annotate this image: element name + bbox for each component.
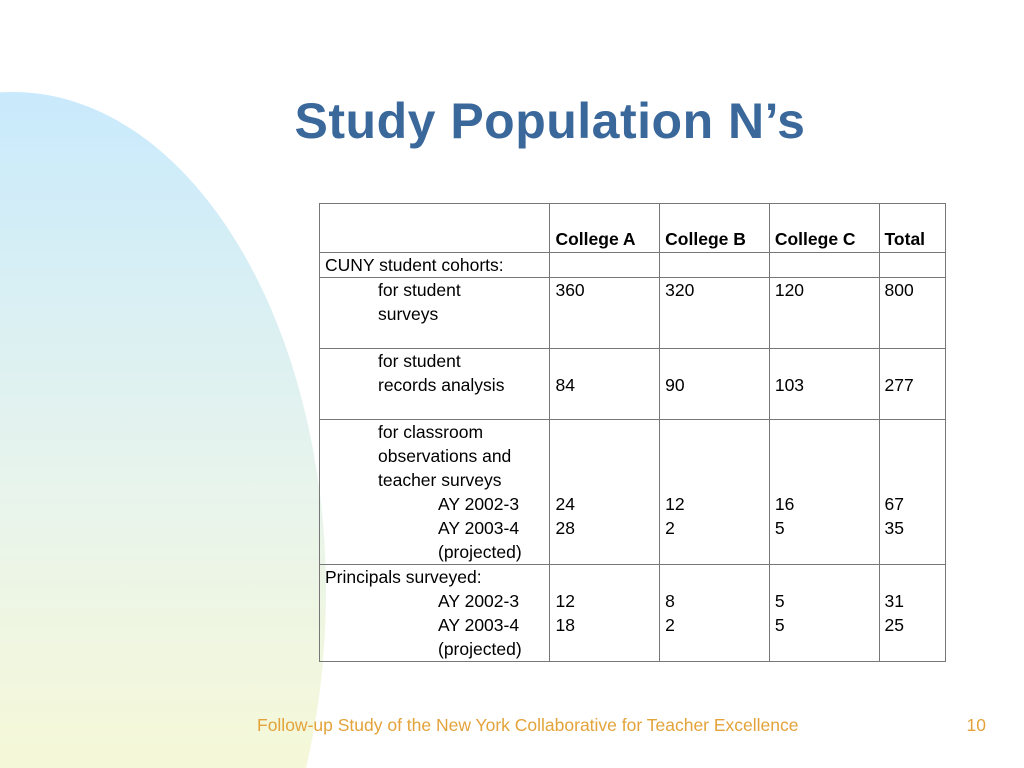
row-sublabel-line: (projected) [438, 542, 522, 562]
cell [660, 253, 770, 278]
page-number: 10 [966, 715, 986, 735]
cell-college-a [550, 420, 660, 565]
value-2003: 28 [555, 518, 575, 538]
value: 277 [884, 375, 914, 395]
value-2003: 25 [884, 615, 904, 635]
value-2002: 24 [555, 494, 575, 514]
cell-college-b [660, 420, 770, 565]
value-2002: 12 [665, 494, 685, 514]
cell-college-a [550, 349, 660, 420]
header-college-c: College C [769, 204, 879, 253]
header-total: Total [879, 204, 945, 253]
value-2003: 18 [555, 615, 575, 635]
value-2002: 12 [555, 591, 575, 611]
row-label-line: for student [378, 280, 461, 300]
study-population-table [319, 203, 946, 662]
slide-footer: Follow-up Study of the New York Collaborative for Teacher Excellence [257, 715, 799, 735]
cell-college-c: 120 [769, 278, 879, 349]
row-label-line: for student [378, 351, 461, 371]
row-sublabel-line: (projected) [438, 639, 522, 659]
value: 84 [555, 375, 575, 395]
value: 90 [665, 375, 685, 395]
cell-college-a [550, 565, 660, 662]
cell-college-c [769, 349, 879, 420]
cell [879, 253, 945, 278]
cell-college-c [769, 420, 879, 565]
row-label-line: Principals surveyed: [325, 567, 482, 587]
cell-college-a: 360 [550, 278, 660, 349]
table-row-classroom-observations [320, 420, 946, 565]
header-college-b: College B [660, 204, 770, 253]
cell-college-b [660, 565, 770, 662]
row-label [320, 565, 550, 662]
value-2002: 8 [665, 591, 675, 611]
row-sublabel-line: AY 2003-4 [438, 518, 520, 538]
decorative-gradient-arc [0, 92, 326, 768]
row-label-line: surveys [378, 304, 439, 324]
cell-college-c [769, 565, 879, 662]
cell-total [879, 349, 945, 420]
header-college-a: College A [550, 204, 660, 253]
value: 103 [774, 375, 805, 395]
value-2002: 5 [774, 591, 785, 611]
cell-total: 800 [879, 278, 945, 349]
cell [769, 253, 879, 278]
cell-total [879, 420, 945, 565]
slide-title: Study Population N’s [294, 93, 806, 149]
row-label [320, 278, 550, 349]
cell [550, 253, 660, 278]
cell-college-b [660, 349, 770, 420]
table-header-row [320, 204, 946, 253]
value-2003: 5 [774, 615, 785, 635]
row-label-line: for classroom [378, 422, 484, 442]
value-2003: 2 [665, 615, 675, 635]
header-empty [320, 204, 550, 253]
row-sublabel-line: AY 2003-4 [438, 615, 520, 635]
row-sublabel-line: AY 2002-3 [438, 591, 520, 611]
row-sublabel-line: AY 2002-3 [438, 494, 520, 514]
table-row-student-records [320, 349, 946, 420]
value-2002: 16 [774, 494, 795, 514]
row-label [320, 420, 550, 565]
table-row-cuny-cohorts [320, 253, 946, 278]
cell-college-b: 320 [660, 278, 770, 349]
value-2003: 5 [774, 518, 785, 538]
table-row-principals [320, 565, 946, 662]
row-label-line: records analysis [378, 375, 505, 395]
row-label-line: teacher surveys [378, 470, 502, 490]
cell-total [879, 565, 945, 662]
value-2002: 31 [884, 591, 904, 611]
value-2003: 2 [665, 518, 675, 538]
value-2002: 67 [884, 494, 904, 514]
value-2003: 35 [884, 518, 904, 538]
table-row-student-surveys [320, 278, 946, 349]
row-label [320, 349, 550, 420]
row-label: CUNY student cohorts: [320, 253, 550, 278]
row-label-line: observations and [378, 446, 512, 466]
